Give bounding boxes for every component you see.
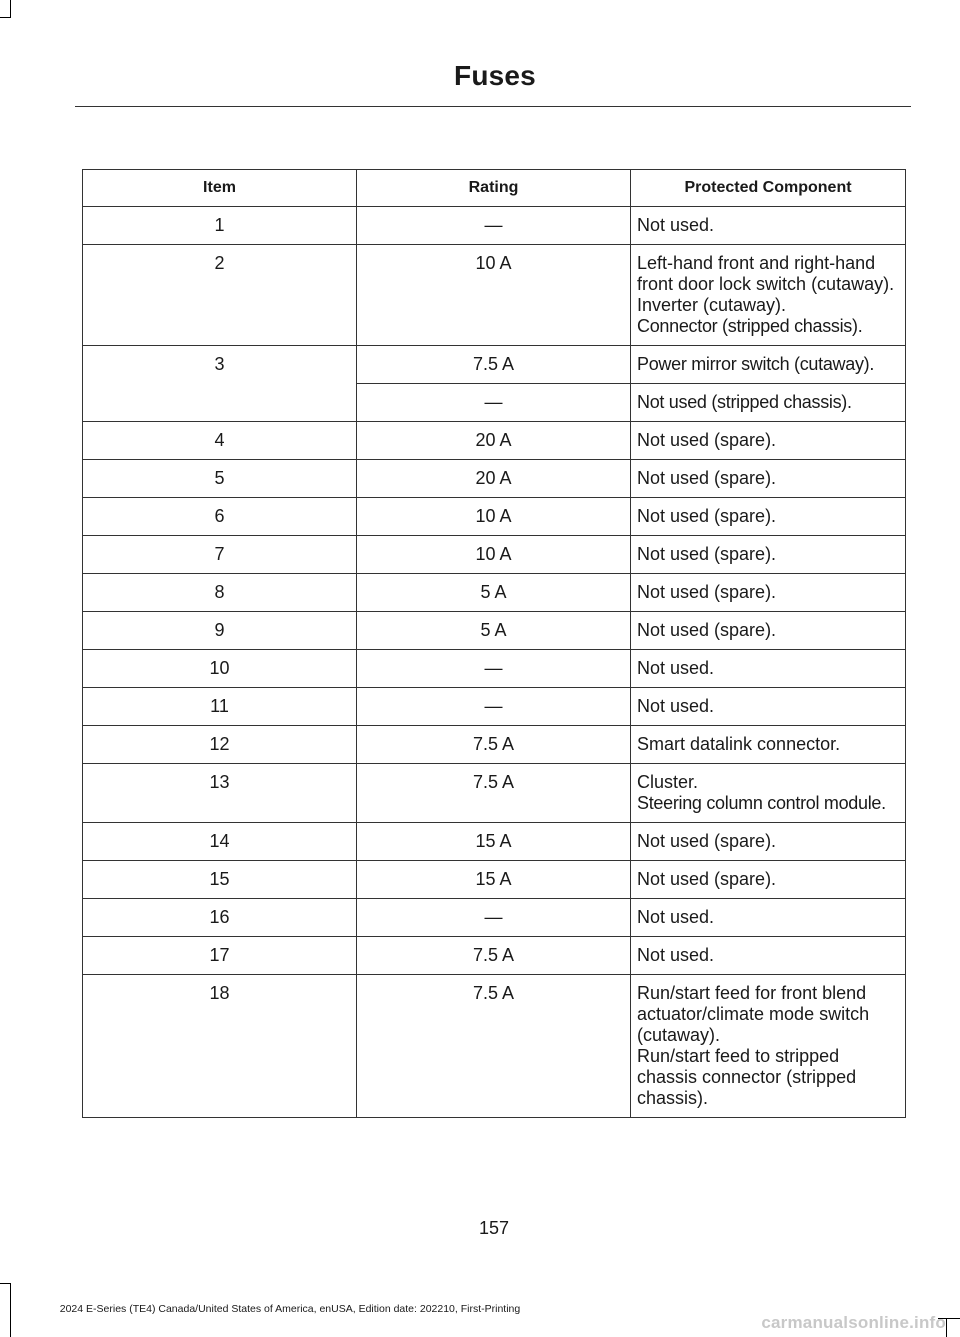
component-line: Smart datalink connector. bbox=[637, 734, 841, 754]
cell-item: 15 bbox=[83, 861, 357, 899]
cell-protected-component bbox=[631, 346, 906, 384]
table-row bbox=[83, 688, 906, 726]
component-line: Inverter (cutaway). bbox=[637, 295, 787, 315]
cell-item: 10 bbox=[83, 650, 357, 688]
header-rating: Rating bbox=[357, 170, 631, 207]
header-protected-component: Protected Component bbox=[631, 170, 906, 207]
cell-item: 9 bbox=[83, 612, 357, 650]
component-line: Not used (spare). bbox=[637, 869, 777, 889]
table-row bbox=[83, 207, 906, 245]
footer-edition-info: 2024 E-Series (TE4) Canada/United States of America, enUSA, Edition date: 202210, First-Printing bbox=[59, 1303, 521, 1315]
component-line: Not used (spare). bbox=[637, 468, 777, 488]
table-row bbox=[83, 536, 906, 574]
cell-protected-component bbox=[631, 650, 906, 688]
cell-rating: 20 A bbox=[357, 422, 631, 460]
watermark: carmanualsonline.info bbox=[761, 1313, 946, 1332]
component-line: Not used (spare). bbox=[637, 506, 777, 526]
cell-rating: 15 A bbox=[357, 861, 631, 899]
crop-mark bbox=[946, 1318, 947, 1337]
cell-protected-component bbox=[631, 574, 906, 612]
table-row bbox=[83, 937, 906, 975]
table-row bbox=[83, 422, 906, 460]
cell-item: 5 bbox=[83, 460, 357, 498]
crop-mark bbox=[0, 17, 11, 18]
component-line: Not used (stripped chassis). bbox=[637, 392, 852, 412]
table-row bbox=[83, 650, 906, 688]
cell-rating: 7.5 A bbox=[357, 346, 631, 384]
cell-protected-component bbox=[631, 207, 906, 245]
cell-rating: 7.5 A bbox=[357, 764, 631, 823]
cell-protected-component bbox=[631, 536, 906, 574]
component-line: Cluster. bbox=[637, 772, 699, 792]
component-line: Not used (spare). bbox=[637, 831, 777, 851]
cell-protected-component bbox=[631, 422, 906, 460]
cell-item: 13 bbox=[83, 764, 357, 823]
cell-rating: 5 A bbox=[357, 612, 631, 650]
crop-mark bbox=[10, 0, 11, 18]
component-line: Power mirror switch (cutaway). bbox=[637, 354, 875, 374]
cell-protected-component bbox=[631, 937, 906, 975]
cell-protected-component bbox=[631, 899, 906, 937]
cell-item: 18 bbox=[83, 975, 357, 1118]
cell-rating: 7.5 A bbox=[357, 726, 631, 764]
cell-protected-component bbox=[631, 975, 906, 1118]
component-line: Not used (spare). bbox=[637, 430, 777, 450]
cell-rating: 15 A bbox=[357, 823, 631, 861]
cell-item: 7 bbox=[83, 536, 357, 574]
component-line: Not used. bbox=[637, 215, 715, 235]
table-row bbox=[83, 823, 906, 861]
cell-protected-component bbox=[631, 245, 906, 346]
component-line: Connector (stripped chassis). bbox=[637, 316, 863, 336]
table-row bbox=[83, 899, 906, 937]
cell-protected-component bbox=[631, 861, 906, 899]
component-line: Steering column control module. bbox=[637, 793, 886, 813]
cell-rating: — bbox=[357, 688, 631, 726]
cell-rating: 20 A bbox=[357, 460, 631, 498]
table-row bbox=[83, 574, 906, 612]
cell-protected-component bbox=[631, 460, 906, 498]
component-line: Not used. bbox=[637, 907, 715, 927]
component-line: Not used (spare). bbox=[637, 620, 777, 640]
cell-item: 12 bbox=[83, 726, 357, 764]
cell-rating: 10 A bbox=[357, 498, 631, 536]
table-row bbox=[83, 726, 906, 764]
cell-item: 6 bbox=[83, 498, 357, 536]
cell-item: 17 bbox=[83, 937, 357, 975]
cell-protected-component bbox=[631, 726, 906, 764]
cell-item: 8 bbox=[83, 574, 357, 612]
fuse-table bbox=[82, 169, 906, 1118]
component-line: Run/start feed to stripped chassis connector (stripped chassis). bbox=[637, 1046, 857, 1108]
crop-mark bbox=[0, 1283, 11, 1284]
cell-protected-component bbox=[631, 498, 906, 536]
cell-rating: — bbox=[357, 899, 631, 937]
cell-item: 3 bbox=[83, 346, 357, 422]
table-row bbox=[83, 861, 906, 899]
component-line: Not used (spare). bbox=[637, 544, 777, 564]
cell-protected-component bbox=[631, 823, 906, 861]
header-item: Item bbox=[83, 170, 357, 207]
component-line: Not used. bbox=[637, 696, 715, 716]
cell-rating: — bbox=[357, 207, 631, 245]
cell-protected-component bbox=[631, 688, 906, 726]
cell-item: 14 bbox=[83, 823, 357, 861]
cell-rating: 5 A bbox=[357, 574, 631, 612]
page-number: 157 bbox=[478, 1218, 510, 1238]
cell-rating: 10 A bbox=[357, 536, 631, 574]
cell-item: 16 bbox=[83, 899, 357, 937]
cell-rating: 10 A bbox=[357, 245, 631, 346]
cell-item: 11 bbox=[83, 688, 357, 726]
table-row bbox=[83, 460, 906, 498]
cell-item: 4 bbox=[83, 422, 357, 460]
cell-rating: — bbox=[357, 650, 631, 688]
cell-rating: 7.5 A bbox=[357, 937, 631, 975]
cell-protected-component bbox=[631, 612, 906, 650]
component-line: Not used (spare). bbox=[637, 582, 777, 602]
cell-protected-component bbox=[631, 384, 906, 422]
table-row bbox=[83, 764, 906, 823]
component-line: Left-hand front and right-hand front door lock switch (cutaway). bbox=[637, 253, 895, 294]
component-line: Not used. bbox=[637, 945, 715, 965]
fuse-table-body bbox=[83, 207, 906, 1118]
component-line: Run/start feed for front blend actuator/climate mode switch (cutaway). bbox=[637, 983, 870, 1045]
table-header-row bbox=[83, 170, 906, 207]
table-row bbox=[83, 498, 906, 536]
table-row bbox=[83, 346, 906, 384]
table-row bbox=[83, 245, 906, 346]
cell-rating: — bbox=[357, 384, 631, 422]
table-row bbox=[83, 612, 906, 650]
page-title: Fuses bbox=[454, 60, 536, 91]
table-row bbox=[83, 975, 906, 1118]
component-line: Not used. bbox=[637, 658, 715, 678]
cell-item: 2 bbox=[83, 245, 357, 346]
cell-rating: 7.5 A bbox=[357, 975, 631, 1118]
title-divider bbox=[75, 106, 911, 107]
cell-protected-component bbox=[631, 764, 906, 823]
cell-item: 1 bbox=[83, 207, 357, 245]
